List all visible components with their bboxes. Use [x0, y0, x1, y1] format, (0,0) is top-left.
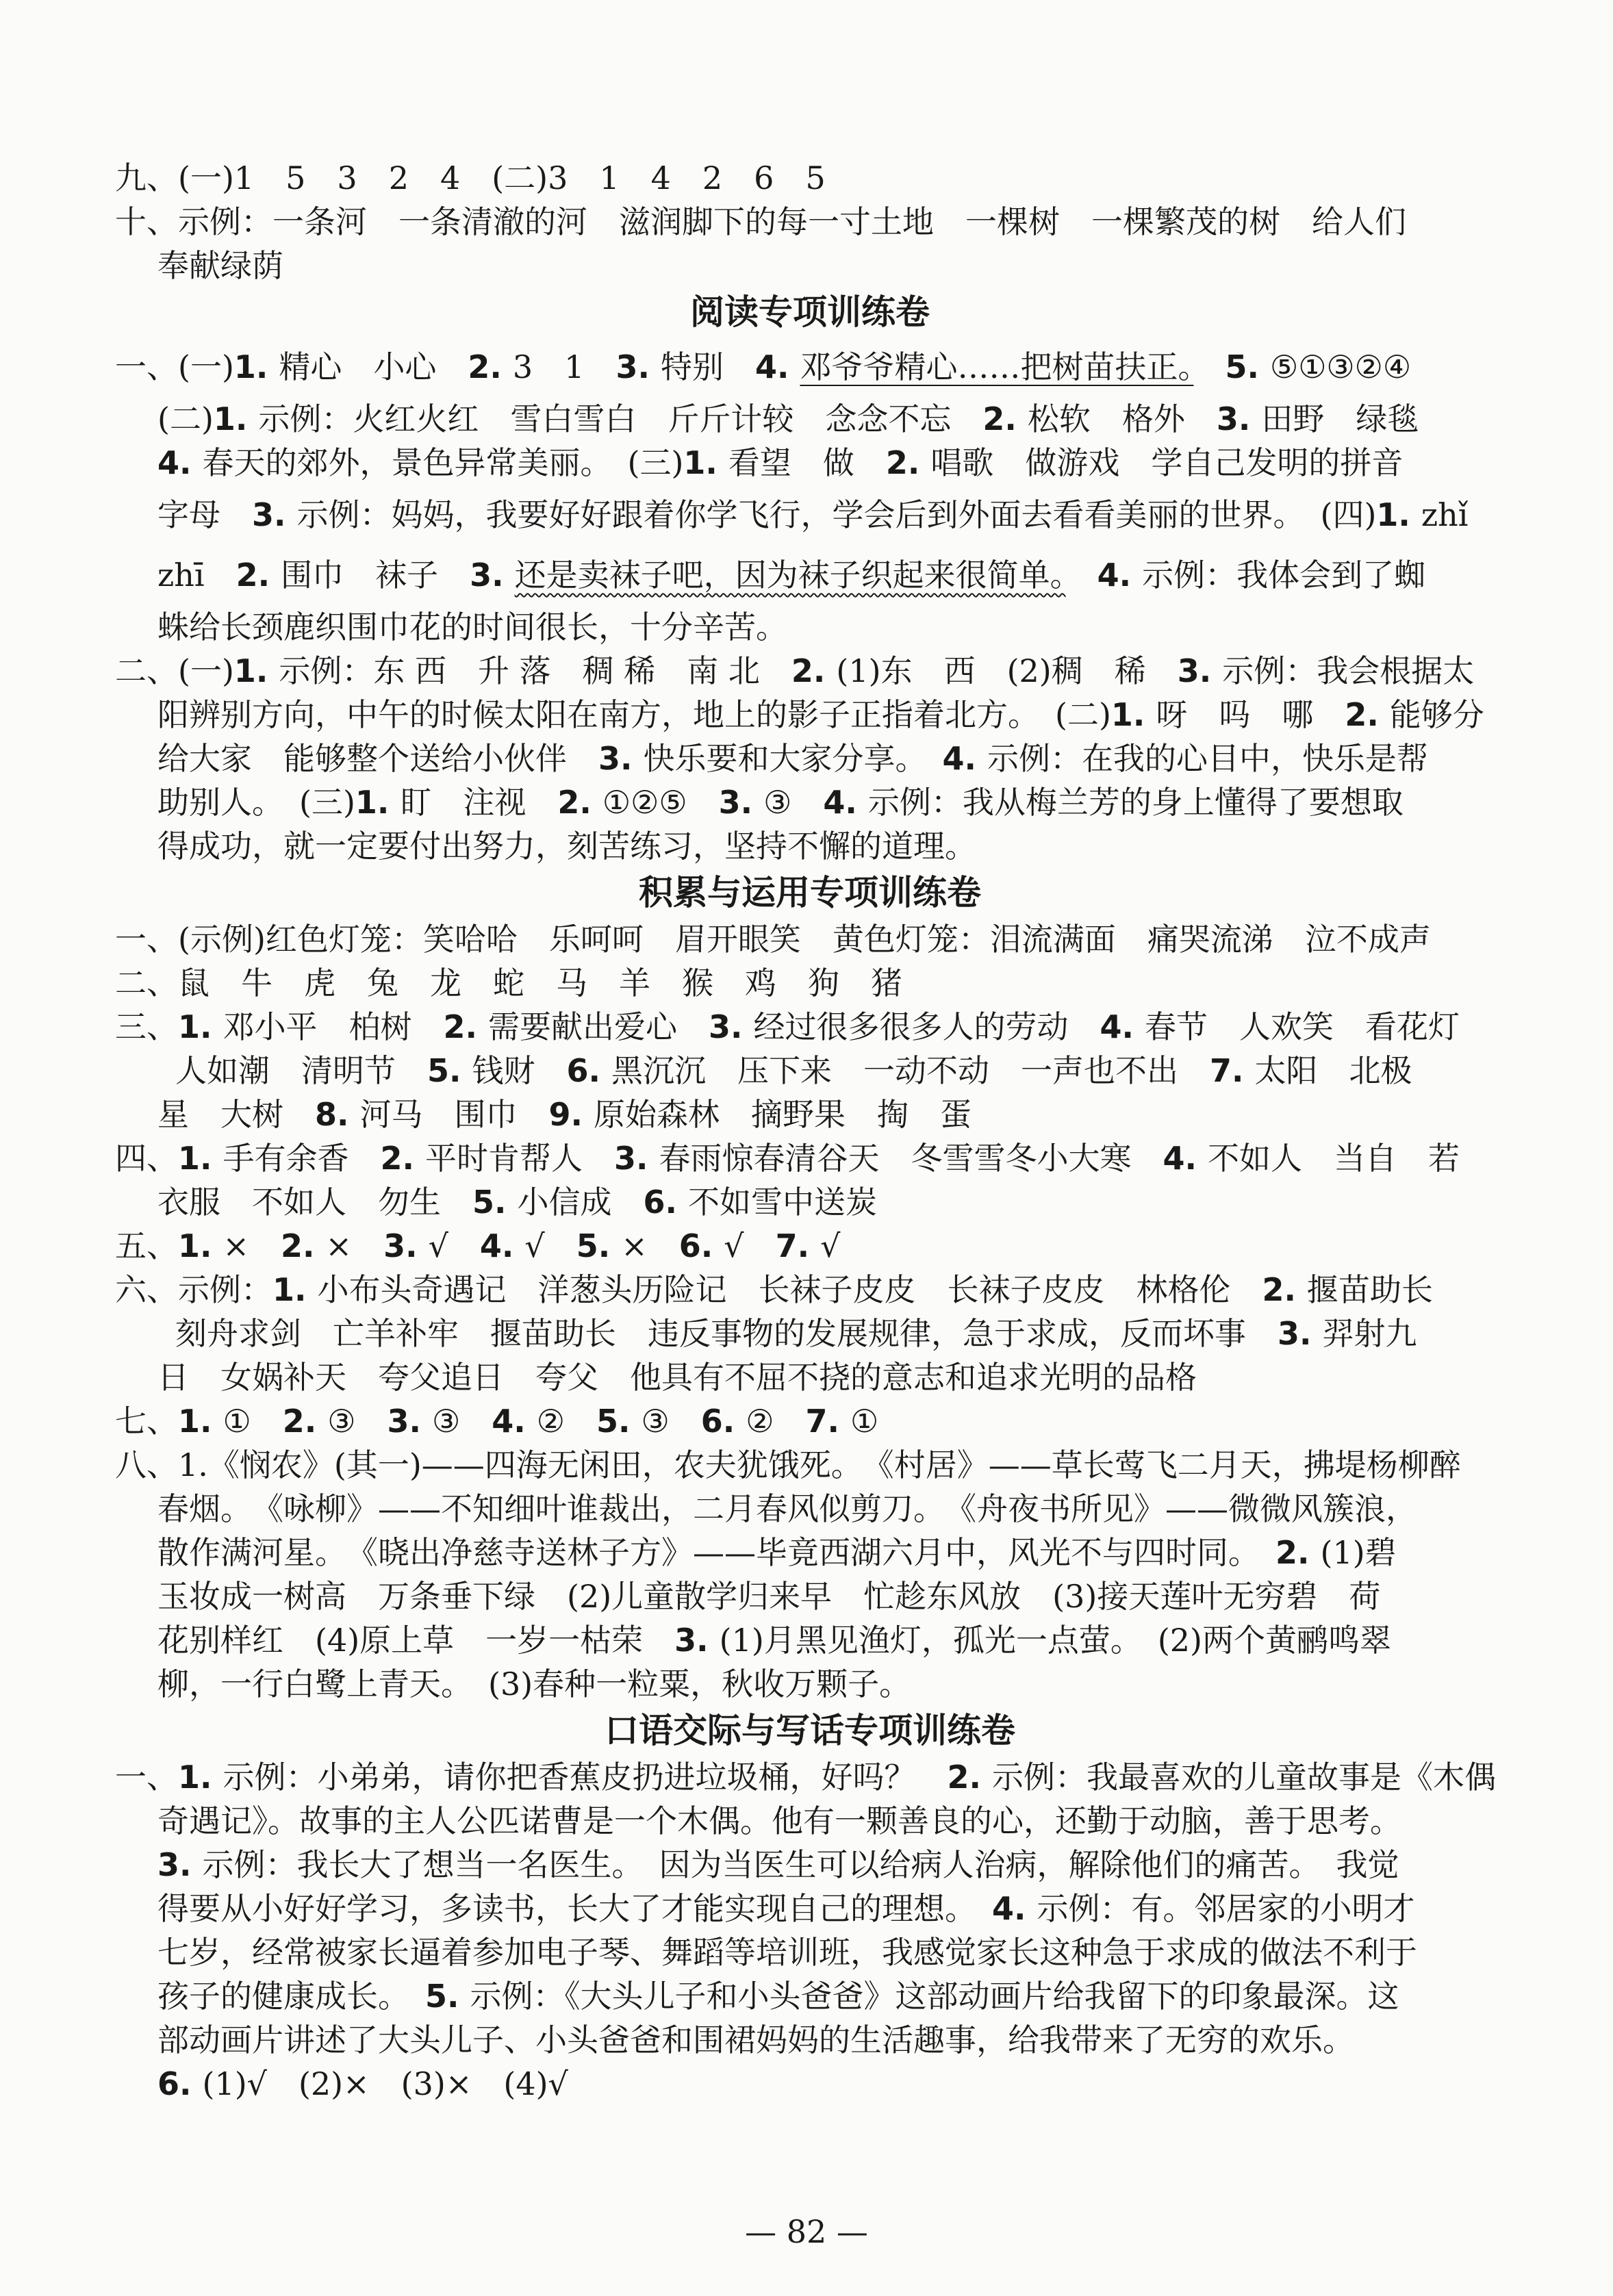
- answer-line: 九、(一)1 5 3 2 4 (二)3 1 4 2 6 5: [115, 160, 826, 196]
- answer-line: 4. 春天的郊外，景色异常美丽。 (三)1. 看望 做 2. 唱歌 做游戏 学自己发明的拼音: [157, 444, 1404, 481]
- page-number: — 82 —: [745, 2213, 868, 2250]
- answer-line: 3. 示例：我长大了想当一名医生。 因为当医生可以给病人治病，解除他们的痛苦。 我觉: [157, 1846, 1399, 1883]
- answer-line: 字母 3. 示例：妈妈，我要好好跟着你学飞行，学会后到外面去看看美丽的世界。 (四)1. zhǐ: [157, 496, 1469, 533]
- answer-line: 花别样红 (4)原上草 一岁一枯荣 3. (1)月黑见渔灯，孤光一点萤。 (2)两个黄鹂鸣翠: [157, 1622, 1391, 1659]
- reading-part-2: [115, 649, 1505, 868]
- answer-line: 五、1. × 2. × 3. √ 4. √ 5. × 6. √ 7. √: [115, 1227, 841, 1264]
- answer-line: 二、(一)1. 示例：东 西 升 落 稠 稀 南 北 2. (1)东 西 (2)稠 稀 3. 示例：我会根据太: [115, 652, 1475, 689]
- answer-line: 得成功，就一定要付出努力，刻苦练习，坚持不懈的道理。: [157, 828, 976, 865]
- answer-line: 七、1. ① 2. ③ 3. ③ 4. ② 5. ③ 6. ② 7. ①: [115, 1403, 879, 1440]
- wavy-underlined-sentence: 还是卖袜子吧，因为袜子织起来很简单。: [514, 557, 1066, 594]
- answer-line: 柳，一行白鹭上青天。 (3)春种一粒粟，秋收万颗子。: [157, 1666, 911, 1702]
- answer-line: 玉妆成一树高 万条垂下绿 (2)儿童散学归来早 忙趁东风放 (3)接天莲叶无穷碧 荷: [157, 1578, 1381, 1615]
- answer-page: [115, 156, 1505, 2106]
- answer-line: zhī 2. 围巾 袜子 3. 还是卖袜子吧，因为袜子织起来很简单。 4. 示例：我体会到了蜘: [157, 557, 1426, 594]
- answer-line: 散作满河星。 《晓出净慈寺送林子方》——毕竟西湖六月中，风光不与四时同。 2. (1)碧: [157, 1534, 1397, 1571]
- answer-line: 一、(一)1. 精心 小心 2. 3 1 3. 特别 4. 邓爷爷精心……把树苗扶正。 5. ⑤①③②④: [115, 348, 1412, 385]
- answer-line: 得要从小好好学习，多读书，长大了才能实现自己的理想。 4. 示例：有。邻居家的小明才: [157, 1890, 1415, 1927]
- accumulation-answers: [115, 917, 1505, 1706]
- answer-line: 一、1. 示例：小弟弟，请你把香蕉皮扔进垃圾桶，好吗？ 2. 示例：我最喜欢的儿童故事是《木偶: [115, 1759, 1496, 1796]
- answer-line: 六、示例：1. 小布头奇遇记 洋葱头历险记 长袜子皮皮 长袜子皮皮 林格伦 2. 揠苗助长: [115, 1271, 1433, 1308]
- answer-line: 二、鼠 牛 虎 兔 龙 蛇 马 羊 猴 鸡 狗 猪: [115, 965, 902, 1002]
- answer-line: 6. (1)√ (2)× (3)× (4)√: [157, 2065, 568, 2102]
- answer-line: 七岁，经常被家长逼着参加电子琴、舞蹈等培训班，我感觉家长这种急于求成的做法不利于: [157, 1934, 1417, 1971]
- answer-line: 四、1. 手有余香 2. 平时肯帮人 3. 春雨惊春清谷天 冬雪雪冬小大寒 4. 不如人 当自 若: [115, 1140, 1460, 1177]
- answer-line: 部动画片讲述了大头儿子、小头爸爸和围裙妈妈的生活趣事，给我带来了无穷的欢乐。: [157, 2021, 1354, 2058]
- answer-line: 星 大树 8. 河马 围巾 9. 原始森林 摘野果 掏 蛋: [157, 1096, 971, 1133]
- answer-line: 八、1.《悯农》(其一)——四海无闲田，农夫犹饿死。 《村居》——草长莺飞二月天，拂堤杨柳醉: [115, 1446, 1461, 1483]
- answer-line: 奉献绿荫: [157, 247, 283, 284]
- section-title-oral-writing: 口语交际与写话专项训练卷: [605, 1711, 1015, 1750]
- answer-line: 蛛给长颈鹿织围巾花的时间很长，十分辛苦。: [157, 609, 787, 646]
- answer-line: 人如潮 清明节 5. 钱财 6. 黑沉沉 压下来 一动不动 一声也不出 7. 太阳 北极: [175, 1052, 1412, 1089]
- answer-line: 奇遇记》。故事的主人公匹诺曹是一个木偶。他有一颗善良的心，还勤于动脑，善于思考。: [157, 1802, 1401, 1839]
- underlined-sentence: 邓爷爷精心……把树苗扶正。: [800, 348, 1194, 385]
- answer-line: 衣服 不如人 勿生 5. 小信成 6. 不如雪中送炭: [157, 1184, 877, 1221]
- answer-line: (二)1. 示例：火红火红 雪白雪白 斤斤计较 念念不忘 2. 松软 格外 3. 田野 绿毯: [157, 400, 1419, 437]
- answer-line: 春烟。 《咏柳》——不知细叶谁裁出，二月春风似剪刀。 《舟夜书所见》——微微风簇浪，: [157, 1490, 1417, 1527]
- answer-line: 阳辨别方向，中午的时候太阳在南方，地上的影子正指着北方。 (二)1. 呀 吗 哪 2. 能够分: [157, 696, 1484, 733]
- answer-line: 三、1. 邓小平 柏树 2. 需要献出爱心 3. 经过很多很多人的劳动 4. 春节 人欢笑 看花灯: [115, 1008, 1460, 1045]
- section-title-accumulation: 积累与运用专项训练卷: [639, 873, 981, 913]
- answer-line: 孩子的健康成长。 5. 示例：《大头儿子和小头爸爸》这部动画片给我留下的印象最深。这: [157, 1978, 1399, 2015]
- answer-line: 刻舟求剑 亡羊补牢 揠苗助长 违反事物的发展规律，急于求成，反而坏事 3. 羿射九: [175, 1315, 1417, 1352]
- answer-line: 助别人。 (三)1. 盯 注视 2. ①②⑤ 3. ③ 4. 示例：我从梅兰芳的身上懂得了要想取: [157, 784, 1404, 821]
- answer-line: 日 女娲补天 夸父追日 夸父 他具有不屈不挠的意志和追求光明的品格: [157, 1359, 1197, 1396]
- reading-part-1: [115, 337, 1505, 649]
- section-9-10: [115, 156, 1505, 288]
- oral-writing-answers: [115, 1755, 1505, 2106]
- answer-line: 一、(示例)红色灯笼：笑哈哈 乐呵呵 眉开眼笑 黄色灯笼：泪流满面 痛哭流涕 泣不成声: [115, 921, 1431, 958]
- answer-line: 十、示例：一条河 一条清澈的河 滋润脚下的每一寸土地 一棵树 一棵繁茂的树 给人们: [115, 203, 1406, 240]
- answer-line: 给大家 能够整个送给小伙伴 3. 快乐要和大家分享。 4. 示例：在我的心目中，快乐是帮: [157, 740, 1428, 777]
- section-title-reading: 阅读专项训练卷: [690, 292, 930, 332]
